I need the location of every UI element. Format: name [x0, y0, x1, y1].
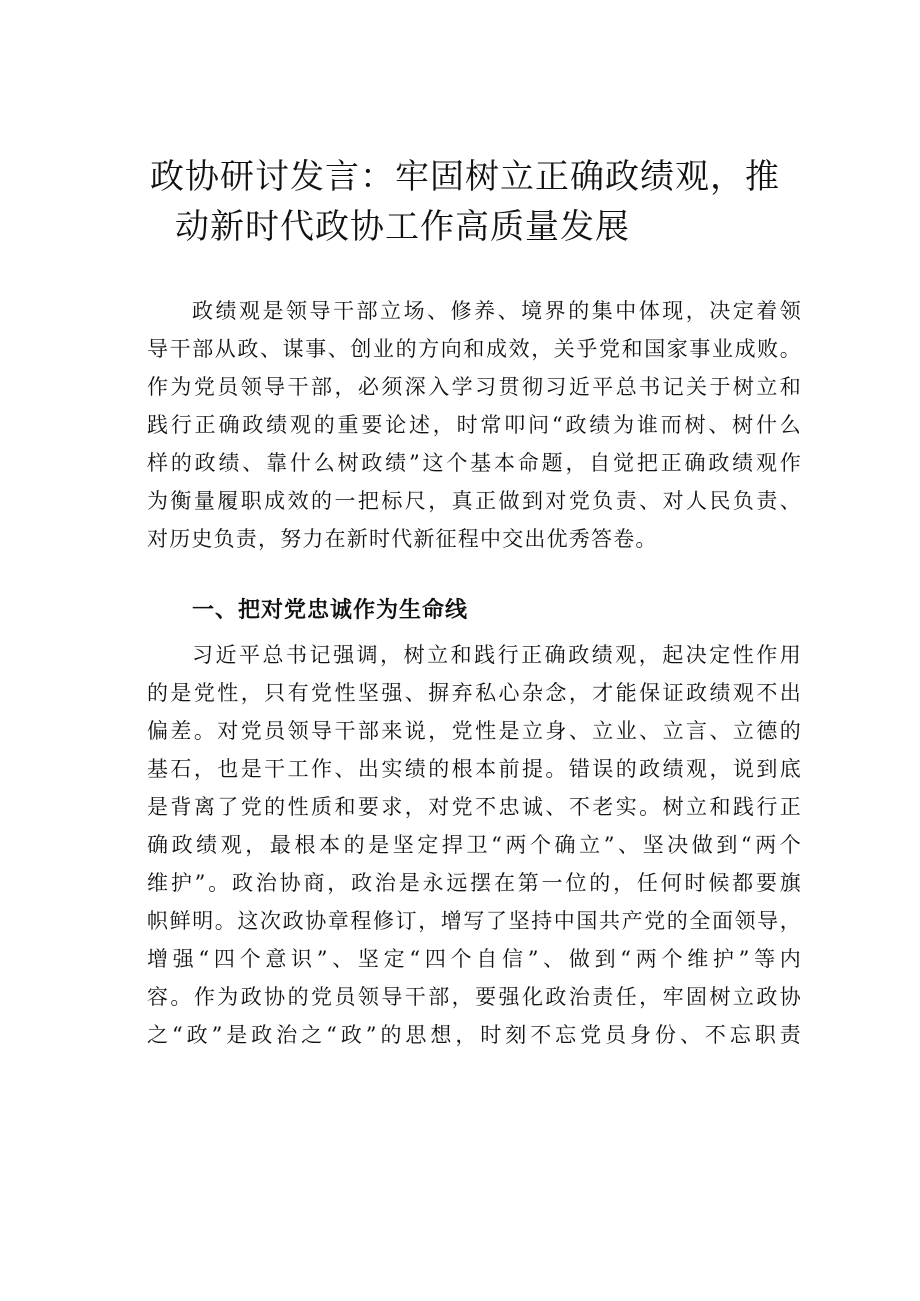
- paragraph-line: 导干部从政、谋事、创业的方向和成效，关乎党和国家事业成败。: [147, 337, 802, 361]
- paragraph-line: 对历史负责，努力在新时代新征程中交出优秀答卷。: [147, 527, 658, 551]
- section-heading: 一、把对党忠诚作为生命线: [192, 598, 469, 623]
- paragraph-line: 样的政绩、靠什么树政绩”这个基本命题，自觉把正确政绩观作: [147, 451, 802, 475]
- paragraph-line: 偏差。对党员领导干部来说，党性是立身、立业、立言、立德的: [147, 719, 802, 743]
- document-title: [150, 152, 800, 252]
- paragraph-line: 作为党员领导干部，必须深入学习贯彻习近平总书记关于树立和: [147, 375, 802, 399]
- paragraph-line: 容。作为政协的党员领导干部，要强化政治责任，牢固树立政协: [147, 985, 802, 1009]
- title-line-1: 政协研讨发言：牢固树立正确政绩观，推: [150, 157, 780, 197]
- intro-paragraph: [147, 292, 802, 558]
- paragraph-line: 习近平总书记强调，树立和践行正确政绩观，起决定性作用: [192, 643, 802, 667]
- paragraph-line: 政绩观是领导干部立场、修养、境界的集中体现，决定着领: [192, 299, 802, 323]
- paragraph-line: 是背离了党的性质和要求，对党不忠诚、不老实。树立和践行正: [147, 795, 802, 819]
- paragraph-line: 基石，也是干工作、出实绩的根本前提。错误的政绩观，说到底: [147, 757, 802, 781]
- paragraph-line: 帜鲜明。这次政协章程修订，增写了坚持中国共产党的全面领导，: [147, 909, 802, 933]
- paragraph-line: 维护”。政治协商，政治是永远摆在第一位的，任何时候都要旗: [147, 871, 802, 895]
- paragraph-line: 为衡量履职成效的一把标尺，真正做到对党负责、对人民负责、: [147, 489, 802, 513]
- section-paragraph: [147, 636, 802, 1054]
- paragraph-line: 的是党性，只有党性坚强、摒弃私心杂念，才能保证政绩观不出: [147, 681, 802, 705]
- paragraph-line: 增强“四个意识”、坚定“四个自信”、做到“两个维护”等内: [147, 947, 802, 971]
- paragraph-line: 践行正确政绩观的重要论述，时常叩问“政绩为谁而树、树什么: [147, 413, 802, 437]
- title-line-2: 动新时代政协工作高质量发展: [175, 207, 630, 247]
- paragraph-line: 之“政”是政治之“政”的思想，时刻不忘党员身份、不忘职责: [147, 1023, 802, 1047]
- paragraph-line: 确政绩观，最根本的是坚定捍卫“两个确立”、坚决做到“两个: [147, 833, 802, 857]
